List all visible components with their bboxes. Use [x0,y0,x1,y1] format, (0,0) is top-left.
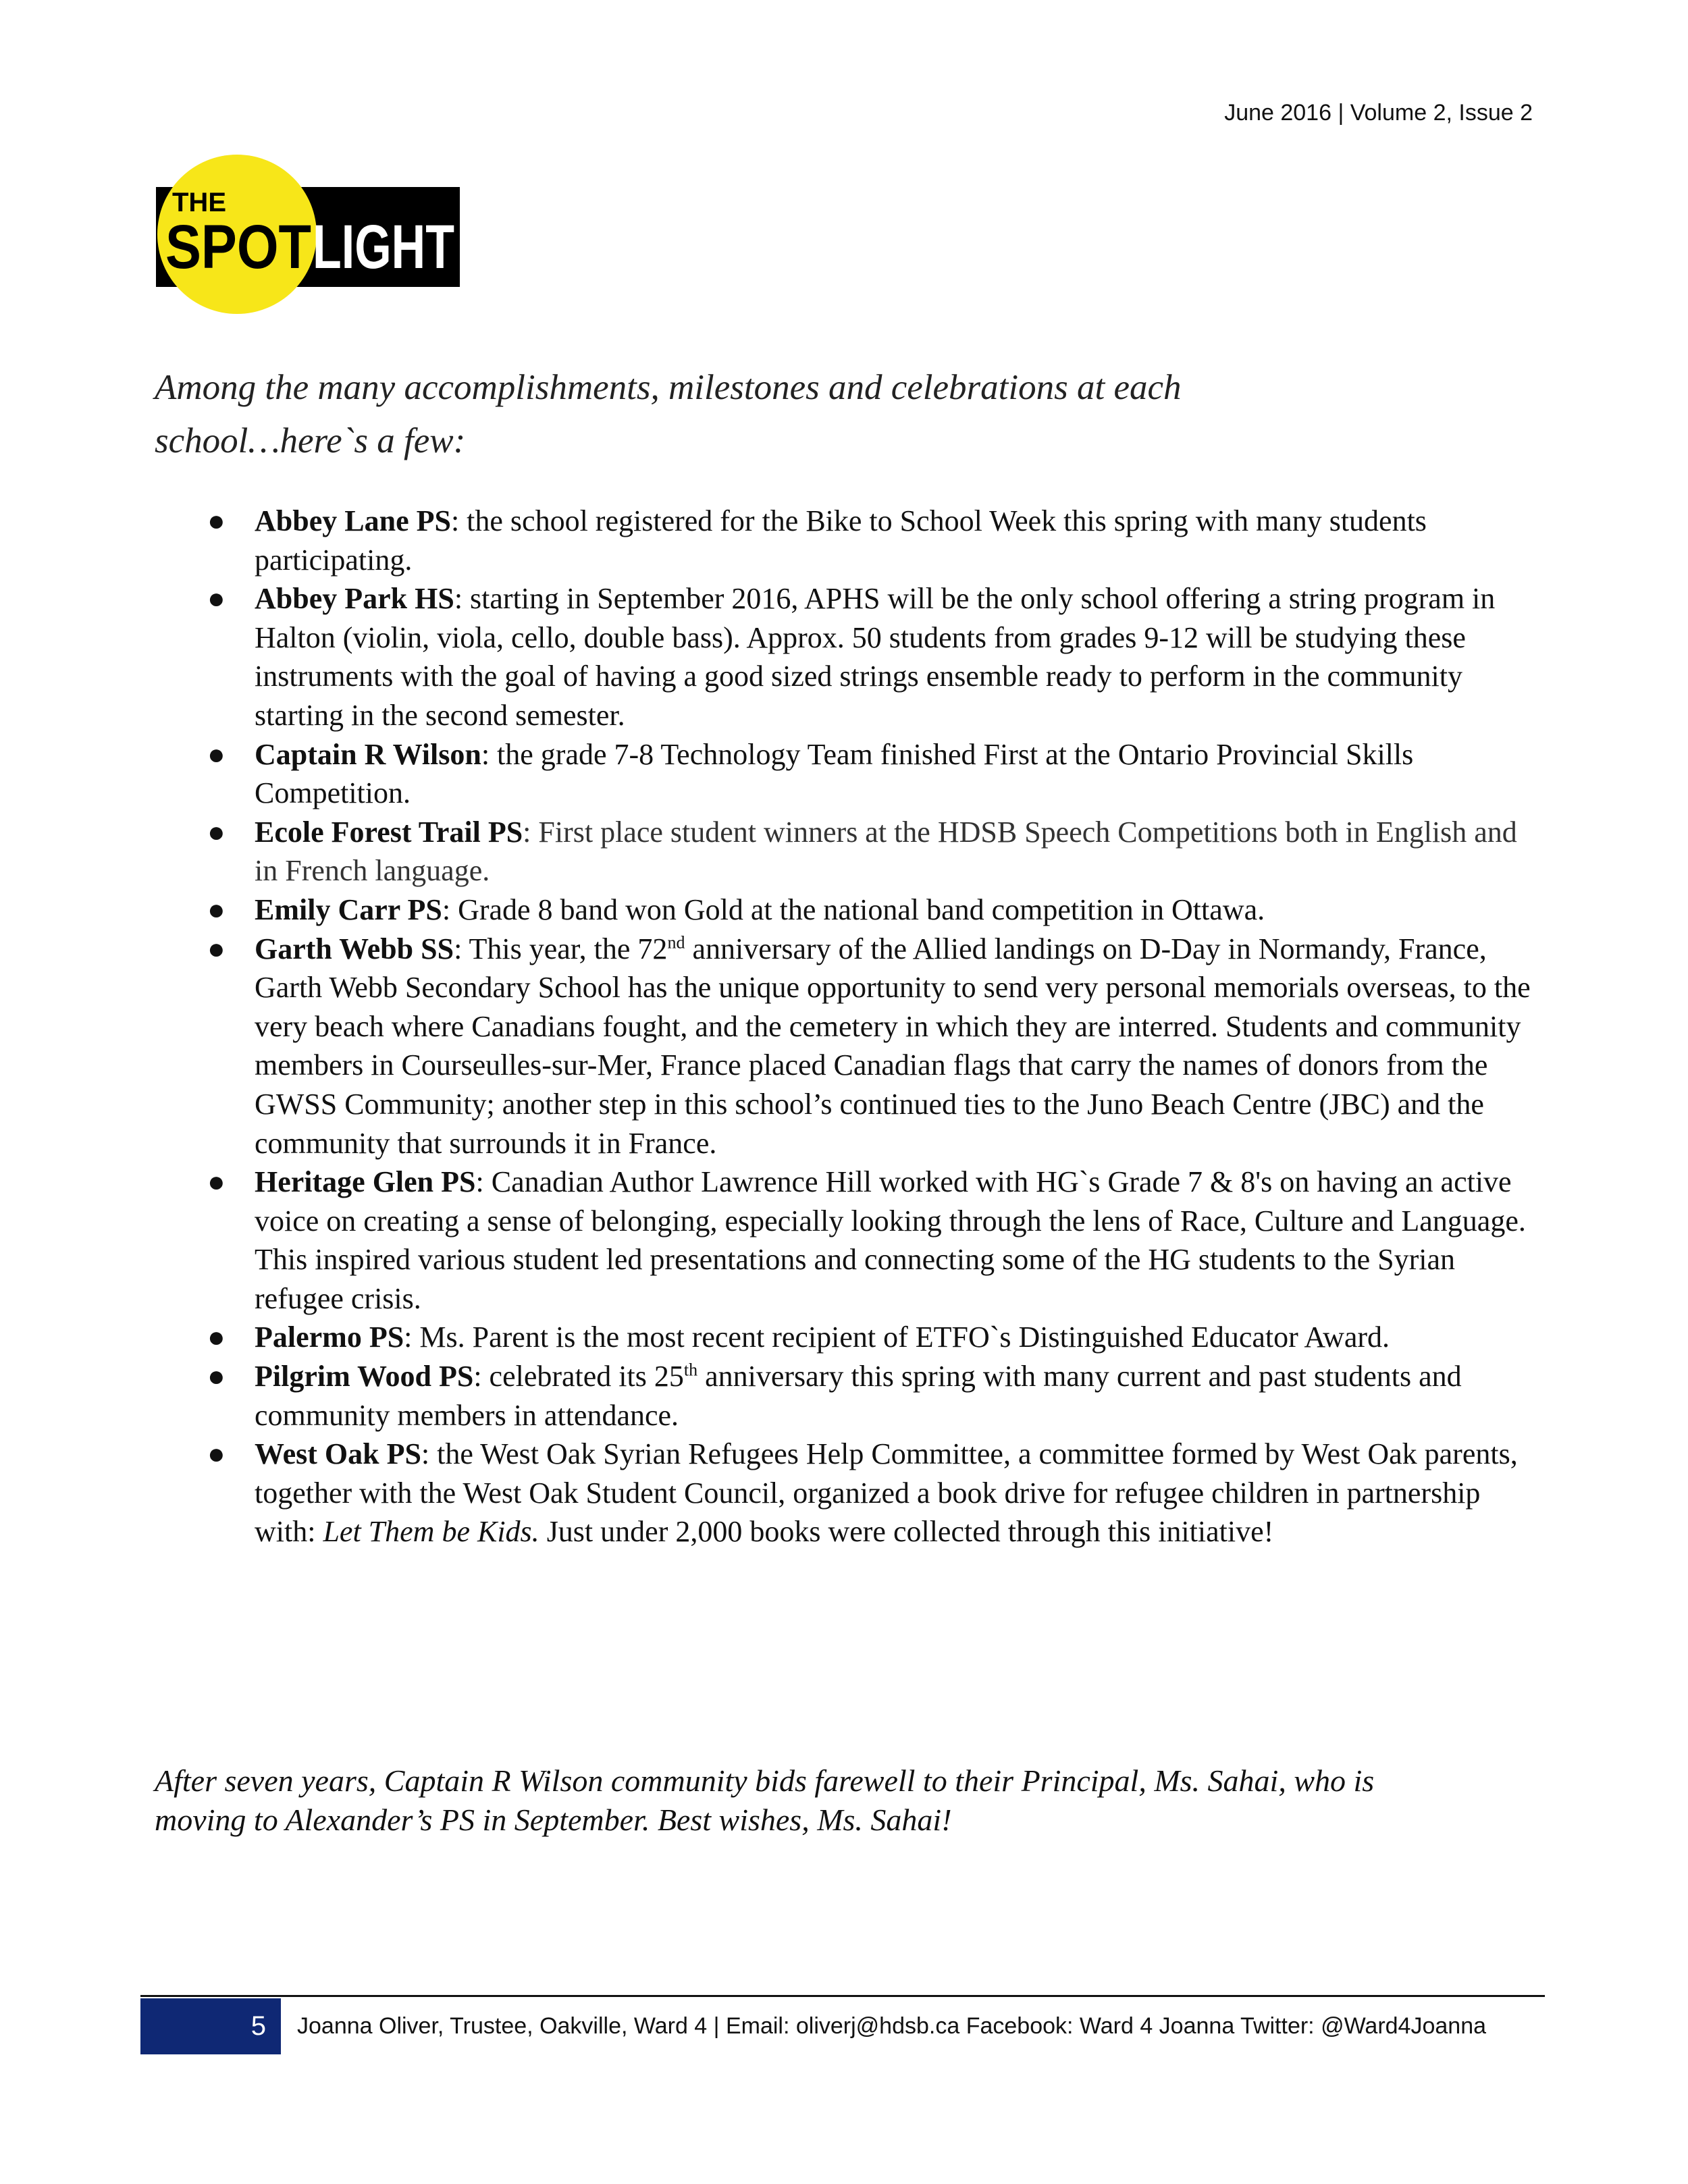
list-item [207,813,1537,890]
item-text: : Canadian Author Lawrence Hill worked with HG`s Grade 7 & 8's on having an active voice on creating a sense of belonging, especially looking through the lens of Race, Culture and Language. This inspired various student led presentations and connecting some of the HG students to the Syrian refugee crisis. [255,1165,1526,1315]
school-name: West Oak PS [255,1437,421,1471]
ordinal-suffix: nd [667,932,685,952]
item-text: : celebrated its 25 [473,1360,684,1393]
spotlight-logo [155,155,462,317]
item-text-cont: anniversary this spring with many current and past students and community members in attendance. [255,1360,1462,1432]
bullet-icon: ● [207,893,226,926]
list-item [207,1318,1537,1357]
logo-the: THE [172,188,226,217]
bullet-icon: ● [207,582,226,616]
item-text: : This year, the 72 [454,932,668,965]
item-text: : the school registered for the Bike to School Week this spring with many students participating. [255,504,1427,577]
school-name: Emily Carr PS [255,893,442,926]
bullet-icon: ● [207,1360,226,1393]
item-text: : starting in September 2016, APHS will be the only school offering a string program in Halton (violin, viola, cello, double bass). Approx. 50 students from grades 9-12 will be studying these instruments with the goal of having a good sized strings ensemble ready to perform in the community starting in the second semester. [255,582,1496,732]
campaign-name: Let Them be Kids. [323,1515,539,1549]
bullet-icon: ● [207,1165,226,1199]
list-item [207,930,1537,1163]
item-text: : First place student winners at the HDSB Speech Competitions both in English and in French language. [255,815,1517,888]
school-name: Abbey Park HS [255,582,454,616]
bullet-icon: ● [207,1437,226,1471]
farewell-line-1: After seven years, Captain R Wilson community bids farewell to their Principal, Ms. Sahai, who is [155,1763,1375,1798]
ordinal-suffix: th [683,1360,698,1380]
issue-header: June 2016 | Volume 2, Issue 2 [1224,100,1533,126]
farewell-line-2: moving to Alexander’s PS in September. Best wishes, Ms. Sahai! [155,1803,952,1837]
bullet-icon: ● [207,932,226,965]
logo-spot: SPOT [165,213,311,282]
school-name: Garth Webb SS [255,932,454,965]
bullet-icon: ● [207,815,226,849]
school-name: Captain R Wilson [255,737,481,771]
item-text: : Grade 8 band won Gold at the national band competition in Ottawa. [442,893,1265,926]
item-text-cont: anniversary of the Allied landings on D-Day in Normandy, France, Garth Webb Secondary School has the unique opportunity to send very personal memorials overseas, to the very beach where Canadians fought, and the cemetery in which they are interred. Students and community members in Courseulles-sur-Mer, France placed Canadian flags that carry the names of donors from the GWSS Community; another step in this school’s continued ties to the Juno Beach Centre (JBC) and the community that surrounds it in France. [255,932,1531,1160]
bullet-icon: ● [207,504,226,537]
school-name: Heritage Glen PS [255,1165,476,1199]
logo-light: LIGHT [313,213,454,282]
item-text-cont: Just under 2,000 books were collected through this initiative! [539,1515,1274,1549]
farewell-note [155,1761,1539,1840]
page-number: 5 [140,1998,281,2054]
list-item [207,890,1537,930]
item-text: : Ms. Parent is the most recent recipient of ETFO`s Distinguished Educator Award. [404,1321,1390,1354]
list-item [207,579,1537,735]
intro-line-2: school…here`s a few: [155,421,466,460]
school-name: Palermo PS [255,1321,404,1354]
school-name: Abbey Lane PS [255,504,451,537]
item-text: : the West Oak Syrian Refugees Help Committee, a committee formed by West Oak parents, together with the West Oak Student Council, organized a book drive for refugee children in partnership with: [255,1437,1518,1549]
footer-divider [140,1995,1545,1997]
list-item [207,1163,1537,1318]
school-name: Pilgrim Wood PS [255,1360,474,1393]
intro-heading [155,361,1370,468]
list-item [207,502,1537,579]
bullet-icon: ● [207,737,226,771]
footer-contact: Joanna Oliver, Trustee, Oakville, Ward 4 | Email: oliverj@hdsb.ca Facebook: Ward 4 Joanna Twitter: @Ward4Joanna [297,2013,1487,2039]
school-name: Ecole Forest Trail PS [255,815,523,849]
list-item [207,1357,1537,1435]
item-text: : the grade 7-8 Technology Team finished First at the Ontario Provincial Skills Competition. [255,737,1414,810]
list-item [207,1435,1537,1551]
bullet-icon: ● [207,1321,226,1354]
accomplishments-list [207,502,1537,1551]
list-item [207,735,1537,813]
intro-line-1: Among the many accomplishments, milestones and celebrations at each [155,368,1182,407]
